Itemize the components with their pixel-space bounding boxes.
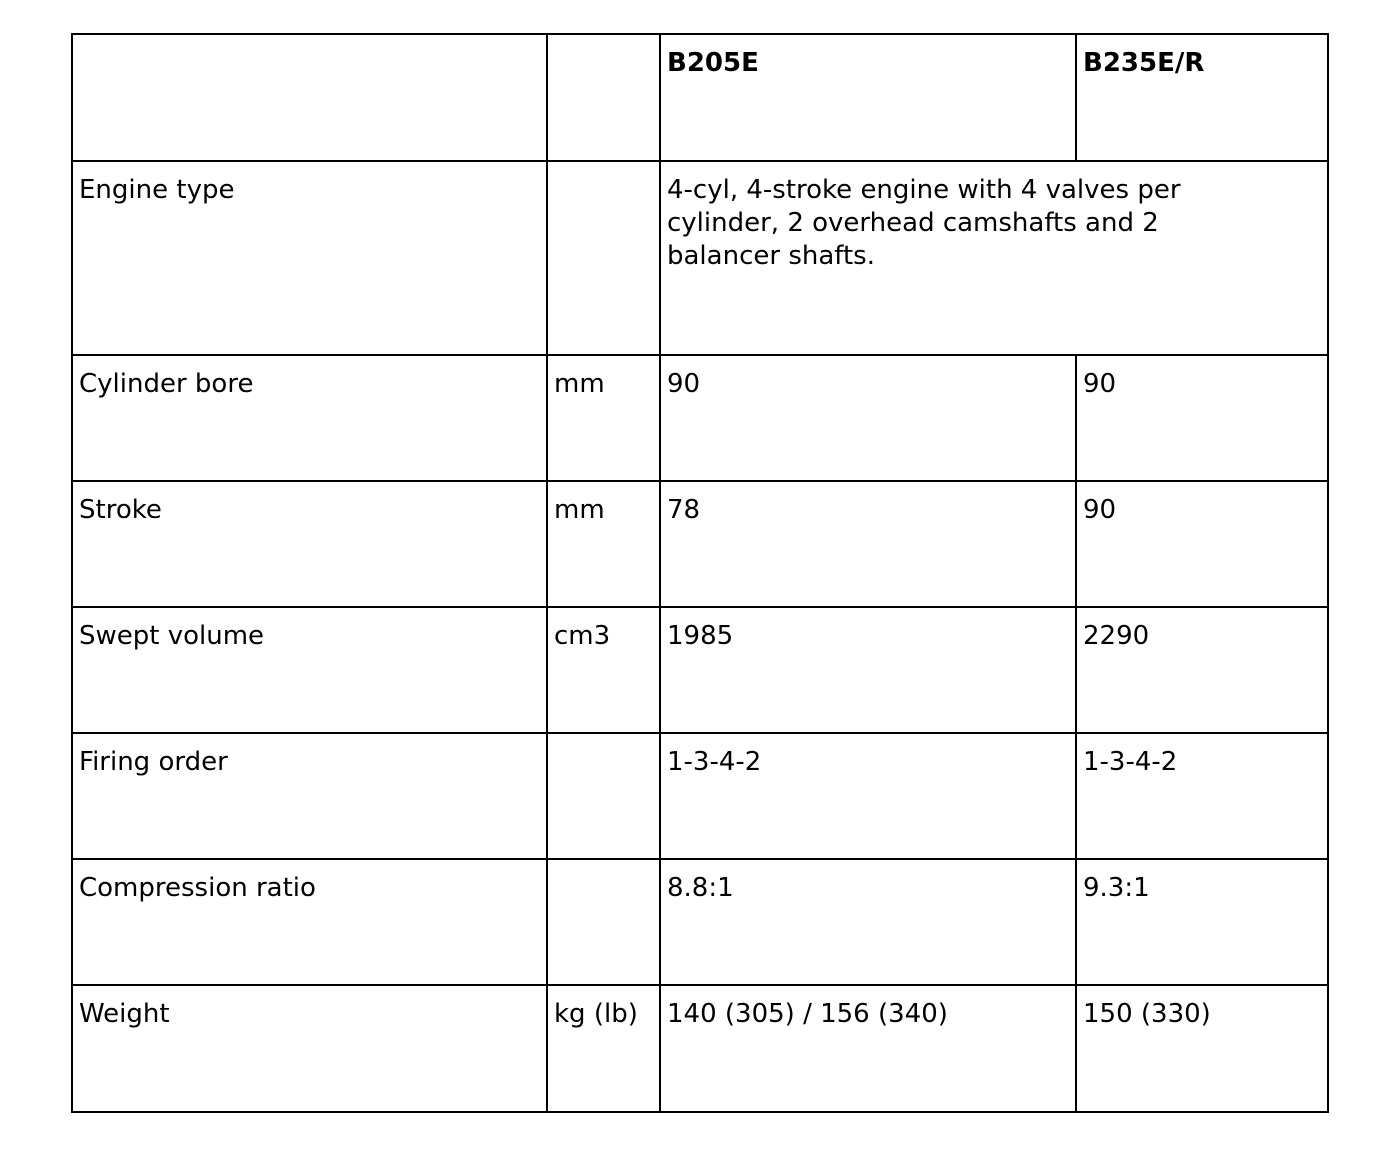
row-value-b235e-r: 90 bbox=[1076, 481, 1328, 607]
row-value-b235e-r: 9.3:1 bbox=[1076, 859, 1328, 985]
header-param-cell bbox=[72, 34, 547, 161]
row-value-b235e-r: 90 bbox=[1076, 355, 1328, 481]
row-label: Weight bbox=[72, 985, 547, 1112]
header-b205e: B205E bbox=[660, 34, 1076, 161]
engine-type-row bbox=[72, 161, 1328, 355]
table-row bbox=[72, 859, 1328, 985]
row-label: Swept volume bbox=[72, 607, 547, 733]
header-row bbox=[72, 34, 1328, 161]
engine-type-value: 4-cyl, 4-stroke engine with 4 valves per cylinder, 2 overhead camshafts and 2 balancer shafts. bbox=[660, 161, 1328, 355]
table-row bbox=[72, 481, 1328, 607]
row-value-b205e: 1985 bbox=[660, 607, 1076, 733]
row-value-b235e-r: 150 (330) bbox=[1076, 985, 1328, 1112]
row-unit bbox=[547, 733, 660, 859]
row-value-b235e-r: 1-3-4-2 bbox=[1076, 733, 1328, 859]
header-unit-cell bbox=[547, 34, 660, 161]
engine-type-unit bbox=[547, 161, 660, 355]
row-value-b235e-r: 2290 bbox=[1076, 607, 1328, 733]
row-unit: kg (lb) bbox=[547, 985, 660, 1112]
row-value-b205e: 140 (305) / 156 (340) bbox=[660, 985, 1076, 1112]
row-value-b205e: 90 bbox=[660, 355, 1076, 481]
row-label: Firing order bbox=[72, 733, 547, 859]
table-row bbox=[72, 985, 1328, 1112]
row-value-b205e: 78 bbox=[660, 481, 1076, 607]
engine-spec-table bbox=[71, 33, 1329, 1113]
row-unit bbox=[547, 859, 660, 985]
row-unit: cm3 bbox=[547, 607, 660, 733]
row-label: Stroke bbox=[72, 481, 547, 607]
row-label: Compression ratio bbox=[72, 859, 547, 985]
table-row bbox=[72, 355, 1328, 481]
row-value-b205e: 8.8:1 bbox=[660, 859, 1076, 985]
row-value-b205e: 1-3-4-2 bbox=[660, 733, 1076, 859]
row-unit: mm bbox=[547, 481, 660, 607]
table-row bbox=[72, 607, 1328, 733]
row-label: Cylinder bore bbox=[72, 355, 547, 481]
header-b235e-r: B235E/R bbox=[1076, 34, 1328, 161]
table-row bbox=[72, 733, 1328, 859]
engine-type-label: Engine type bbox=[72, 161, 547, 355]
row-unit: mm bbox=[547, 355, 660, 481]
